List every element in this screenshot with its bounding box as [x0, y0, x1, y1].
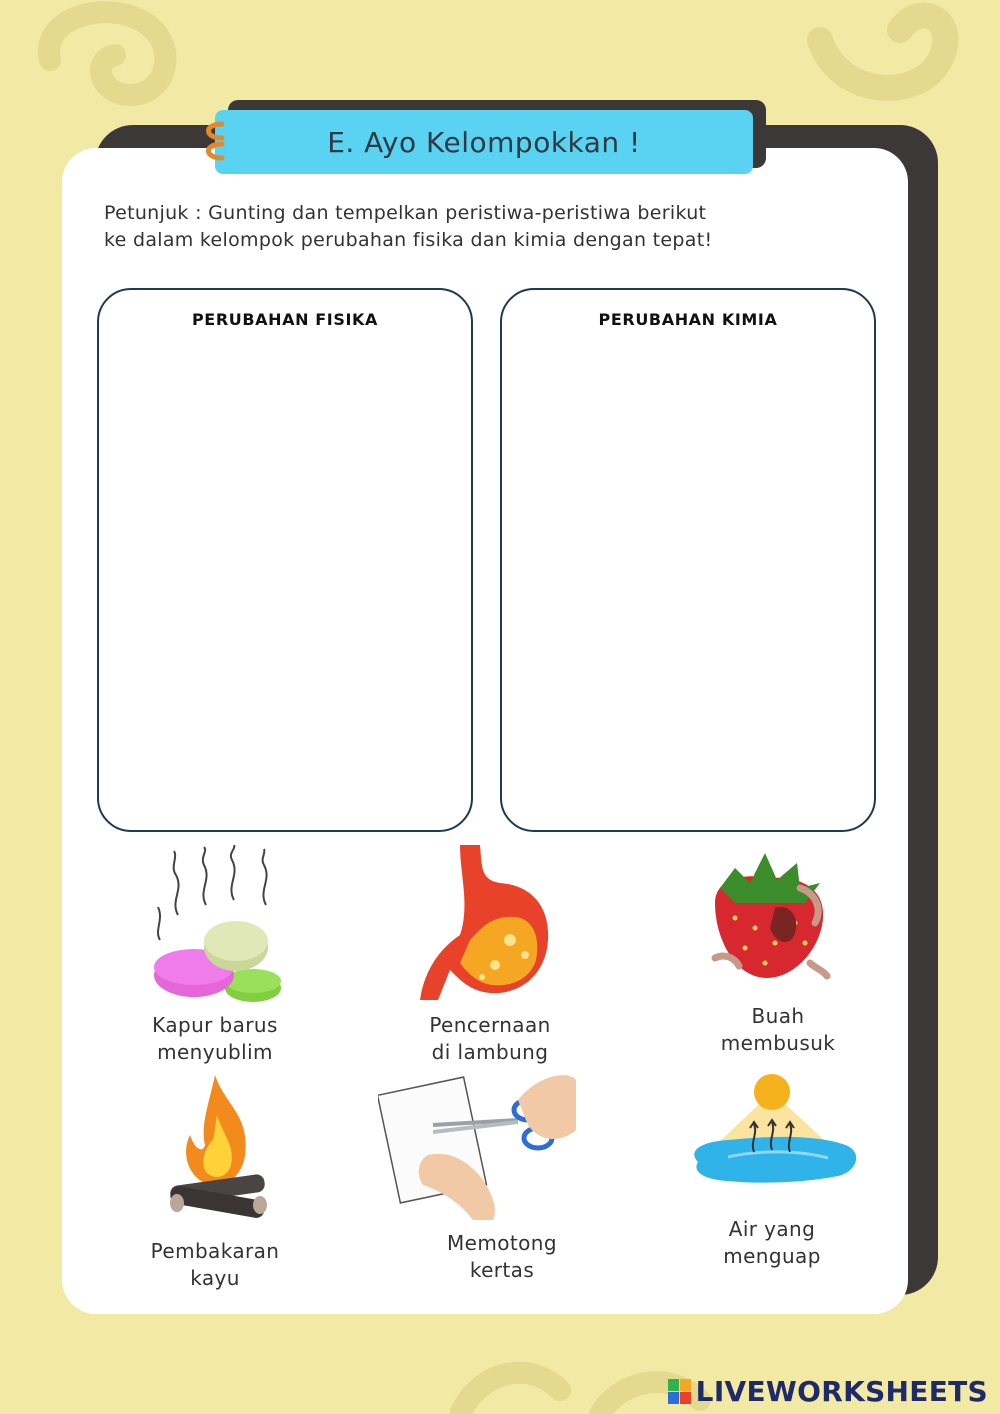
stomach-icon: [420, 845, 548, 1000]
watermark-text: LIVEWORKSHEETS: [695, 1375, 988, 1408]
item-mothballs-sublimate[interactable]: Kapur barus menyublim: [152, 1013, 278, 1064]
binder-rings-icon: [198, 120, 234, 166]
evaporation-icon: [694, 1074, 856, 1183]
scissors-paper-icon: [378, 1075, 576, 1220]
item-fruit-rotting[interactable]: Buah membusuk: [720, 1004, 836, 1055]
campfire-icon: [169, 1075, 267, 1219]
item-wood-burning[interactable]: Pembakaran kayu: [150, 1239, 280, 1290]
physical-change-drop-zone[interactable]: [97, 288, 473, 832]
rotten-strawberry-icon: [715, 853, 827, 978]
liveworksheets-logo-icon: [668, 1379, 692, 1405]
item-cutting-paper[interactable]: Memotong kertas: [447, 1231, 557, 1282]
decorative-swirl-top-right: [800, 0, 1000, 110]
page-title: E. Ayo Kelompokkan !: [327, 125, 641, 159]
mothballs-icon: [148, 845, 288, 1005]
chemical-change-title: PERUBAHAN KIMIA: [598, 310, 778, 329]
watermark: [668, 1375, 988, 1408]
instruction-line-1: Petunjuk : Gunting dan tempelkan peristiwa-peristiwa berikut: [104, 202, 707, 224]
item-water-evaporating[interactable]: Air yang menguap: [723, 1217, 821, 1268]
chemical-change-drop-zone[interactable]: [500, 288, 876, 832]
item-stomach-digestion[interactable]: Pencernaan di lambung: [429, 1013, 551, 1064]
decorative-swirl-top-left: [30, 0, 210, 110]
instruction-line-2: ke dalam kelompok perubahan fisika dan kimia dengan tepat!: [104, 229, 713, 251]
instructions: [104, 200, 864, 254]
title-tab: [215, 110, 753, 174]
physical-change-title: PERUBAHAN FISIKA: [191, 310, 379, 329]
